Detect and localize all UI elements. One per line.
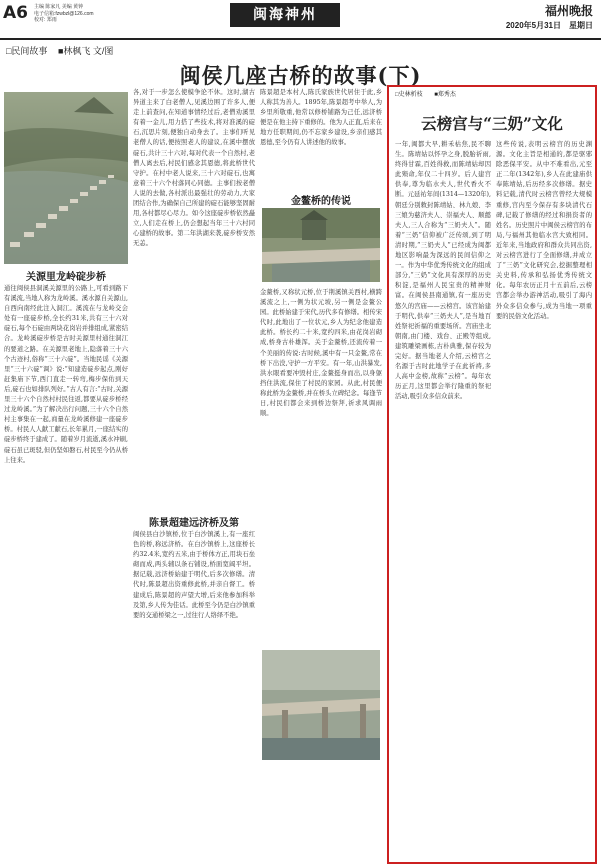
feature-author: ■郑秀杰: [434, 92, 456, 98]
jinao-bridge-photo: [262, 208, 380, 282]
page-number: A6: [3, 3, 28, 23]
feature-body-col-a: 一年,闽都大早,耕禾枯焦,民不聊生。陈靖姑以怀孕之身,脱胎祈雨,终得甘霖,百姓得救,而陈靖姑却因此殒命,年仅二十四岁。后人建宫供奉,尊为临水夫人,世代香火不断。元延祐年间(1314—1320年),朝廷分别敕封陈靖姑、林九娘、李三娘为慈济夫人、崇福夫人、顺懿夫人,三人合称为“三奶夫人”。随着“三奶”信仰被广泛传颂,到了明清时期,“三奶夫人”已经成为闽都地区影响最为深远的民间信仰之一。作为中华优秀传统文化的组成部分,“三奶”文化具有深厚的历史积淀,是福州人民宝贵的精神财富。在闽侯县南通镇,有一座历史悠久的宫庙——云榜宫。该宫始建于明代,供奉“三奶夫人”,是当地百姓祭祀祈福的重要场所。宫庙坐北朝南,由门楼、戏台、正殿等组成,建筑雕梁画栋,古朴典雅,保存较为完好。据当地老人介绍,云榜宫之名源于古时此地学子在此祈祷,多人高中金榜,故称“云榜”。每年农历正月,这里都会举行隆重的祭祀活动,吸引众多信众前来。: [395, 141, 491, 401]
yuanji-bridge-image: [262, 650, 380, 760]
yuanji-bridge-photo: [262, 650, 380, 760]
feature-title: 云榜宫与“三奶”文化: [421, 114, 563, 133]
story4-body: 金鳌桥,又称状元桥,位于荆溪镇关西村,横跨溪流之上,一侧为状元坡,另一侧是金鳌公园。此桥始建于宋代,历代多有修缮。相传宋代时,此地出了一位状元,乡人为纪念他建造此桥。桥长约二十米,宽约四米,由花岗岩砌成,桥身古朴雄浑。关于金鳌桥,还流传着一个美丽的传说:古时候,溪中有一只金鳌,常在桥下出没,守护一方平安。有一年,山洪暴发,洪水眼看要冲毁村庄,金鳌挺身而出,以身躯挡住洪流,保住了村民的家园。从此,村民便称此桥为金鳌桥,并在桥头立碑纪念。每逢节日,村民们都会来到桥边祭拜,祈求风调雨顺。: [260, 289, 382, 418]
jinao-bridge-image: [262, 208, 380, 282]
masthead: [0, 0, 601, 40]
story3-body-cont: 陈景超是本村人,陈氏家族世代居住于此,乡人称其为善人。1895年,陈景超考中举人,为乡里所敬重,他常以修桥铺路为己任,远济桥便是在他主持下重修的。他为人正直,后来在地方任职期间,仍不忘家乡建设,乡亲们感其恩德,至今仍有人讲述他的故事。: [260, 89, 382, 147]
page-headline: 闽侯几座古桥的故事(下): [179, 63, 422, 88]
story1-subtitle: 关源里龙岭碇步桥: [26, 272, 106, 283]
email-line: 电子信箱:fzwbzl@126.com: [34, 10, 94, 17]
feature-body-col-b: 这些传说,表明云榜宫的历史渊源。文化主旨是相通的,都是驱邪除恶保平安。从中不难看出,元至正二年(1342年),乡人在此建庙供奉陈靖姑,后历经多次修缮。据史料记载,清代时云榜宫曾经大规模重修,宫内至今保存有多块清代石碑,记载了修缮的经过和捐资者的姓名。历史照片中闽侯云榜宫的布局,与福州其他临水宫大致相同。近年来,当地政府和群众共同出资,对云榜宫进行了全面修缮,并成立了“三奶”文化研究会,挖掘整理相关史料,传承和弘扬优秀传统文化。每年农历正月十五前后,云榜宫都会举办游神活动,吸引了海内外众多信众参与,成为当地一项重要的民俗文化活动。: [496, 141, 592, 320]
newspaper-name: 福州晚报: [544, 4, 593, 18]
feature-byline: [395, 89, 456, 98]
bridge-photo: [4, 92, 128, 264]
author-credit: ■林枫飞 文/图: [57, 46, 114, 56]
feature-column-name: □史林析枝: [395, 92, 423, 98]
story3-body: 闽侯县白沙镇桥,位于白沙镇溪上,有一座红色的桥,称远济桥。在白沙镇桥上,这座桥长约32.4米,宽约五米,由于桥体方正,用块石垒砌而成,两头辅以条石铺设,桥面宽阔平坦。据记载,远济桥始建于明代,后多次修缮。清代时,陈景超出资重修此桥,并亲自督工。桥建成后,陈景超的声望大增,后来他参加科举及第,乡人传为佳话。此桥至今仍是白沙镇重要的交通桥梁之一,过往行人络绎不绝。: [133, 531, 255, 619]
proofreader-line: 校对: 郑雨: [34, 17, 57, 23]
column-tag: [6, 44, 121, 57]
issue-date: 2020年5月31日 星期日: [505, 21, 593, 30]
story4-subtitle: 金鳌桥的传说: [291, 196, 351, 207]
story1-body: 通往闽侯县洞溪关源里的公路上,可看到路下有溪流,当地人称为龙岭溪。溪水源自关源山,自西向南经此注入洞江。溪流在与龙岭交会处有一座碇步桥,全长约31米,共有三十六对碇石,每个石碇由两块花岗岩并排组成,紧密结合。龙岭溪碇步桥是古时关源里村通往洞江的要道之路。在关源里老地上,隐落着三十六个古迹村,俗称“三十六碇”。当地民谣《关源里“三十六碇”调》说:“知建造碇步起点,刚好赶集庙下节,西门直走一转弯,梅步保佑到天后,碇石也如排队列好。”古人有言:“古时,关源里三十六个自然村村民往返,都要从碇步桥经过龙岭溪。”为了解决出行问题,三十六个自然村主事集在一起,商量在龙岭溪修建一座碇步桥。村民人人献工献石,长年累月,一座结实的碇步桥终于建成了。随着岁月流逝,溪水冲刷,碇石虽已斑驳,但仍坚如磐石,村民至今仍从桥上往来。: [4, 285, 128, 464]
story3-subtitle: 陈景超建远济桥及第: [149, 518, 239, 529]
story2-body-top: 各,对于一步怎么使模争论不休。这时,湖古异道主来了白老僧人,见溪边围了许多人,便走上前查问,在知道事情经过后,老僧劝溪里有着一金儿,用力搭了些技术,将对准溪的碇石,沉思片刻,便独自动身去了。主事们听见老僧人的话,便按照老人的建议,在溪中摆放碇石,共计三十六对,每对代表一个自然村,老僧人离去后,村民们感念其恩德,将此桥世代守护。在村中老人说来,三十六对碇石,也寓意着三十六个村落同心同德。主事们按老僧人说的去做,各村派出最强壮的劳动力,大家团结合作,为确保自己所建的碇石能够坚固耐用,各村都尽心尽力。如今这座碇步桥依然矗立,人们走在桥上,仍会想起当年三十六村同心建桥的故事。第二年洪湖来袭,碇步桥安然无恙。: [133, 89, 255, 248]
column-name: □民间故事: [6, 46, 48, 56]
stepping-stone-bridge-image: [4, 92, 128, 264]
editor-credits: [34, 4, 94, 24]
editor-line: 主编 陈家凡 美编 黄钟: [34, 4, 84, 10]
section-title: 闽海神州: [230, 3, 340, 27]
